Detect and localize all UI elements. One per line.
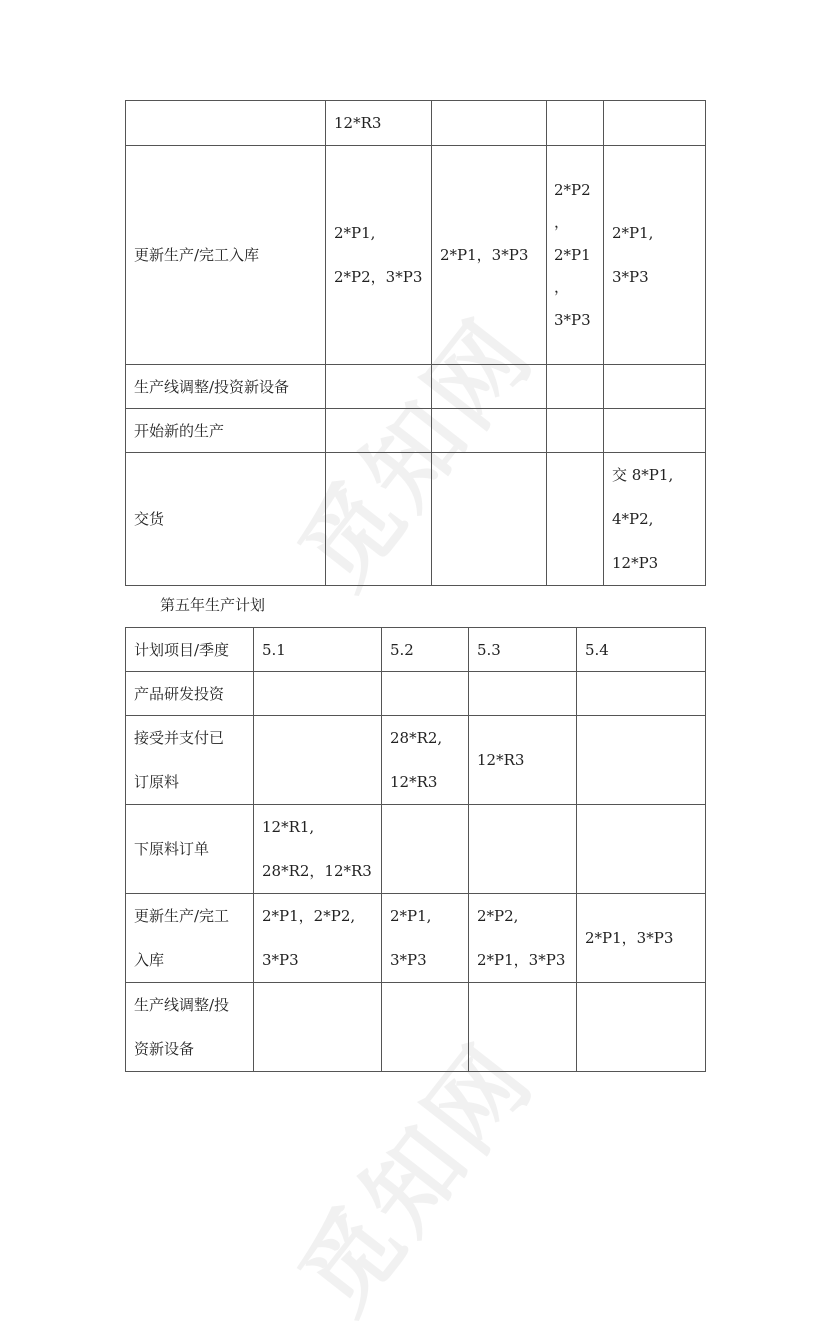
table-row — [126, 894, 706, 983]
cell — [547, 409, 604, 453]
cell — [432, 453, 547, 586]
watermark: 觅知网 — [278, 1023, 556, 1334]
cell — [547, 365, 604, 409]
row-label — [126, 101, 326, 146]
row-label: 开始新的生产 — [126, 409, 326, 453]
cell: 12*R3 — [469, 716, 577, 805]
cell: 2*P1，2*P2, 3*P3 — [254, 894, 382, 983]
table-row — [126, 983, 706, 1072]
cell — [382, 805, 469, 894]
cell — [254, 672, 382, 716]
cell — [254, 983, 382, 1072]
production-plan-table-year5 — [125, 627, 706, 1072]
cell: 28*R2, 12*R3 — [382, 716, 469, 805]
row-label: 更新生产/完工入库 — [126, 146, 326, 365]
row-label: 下原料订单 — [126, 805, 254, 894]
table-row — [126, 453, 706, 586]
cell: 2*P1，3*P3 — [432, 146, 547, 365]
cell — [432, 409, 547, 453]
cell: 12*R3 — [326, 101, 432, 146]
cell — [469, 672, 577, 716]
cell — [604, 409, 706, 453]
row-label: 交货 — [126, 453, 326, 586]
cell: 2*P1，3*P3 — [577, 894, 706, 983]
cell: 2*P1, 3*P3 — [382, 894, 469, 983]
section-title: 第五年生产计划 — [160, 596, 266, 614]
cell: 2*P1, 2*P2，3*P3 — [326, 146, 432, 365]
row-label: 接受并支付已 订原料 — [126, 716, 254, 805]
row-label: 更新生产/完工 入库 — [126, 894, 254, 983]
cell — [432, 365, 547, 409]
cell — [469, 805, 577, 894]
cell — [577, 805, 706, 894]
table-row — [126, 365, 706, 409]
cell: 交 8*P1, 4*P2, 12*P3 — [604, 453, 706, 586]
production-plan-table-year4 — [125, 100, 706, 586]
table-row — [126, 146, 706, 365]
cell — [604, 101, 706, 146]
cell — [382, 672, 469, 716]
header-cell: 5.1 — [254, 628, 382, 672]
header-cell: 5.3 — [469, 628, 577, 672]
table-row — [126, 101, 706, 146]
row-label: 生产线调整/投 资新设备 — [126, 983, 254, 1072]
table-row — [126, 672, 706, 716]
table-row — [126, 716, 706, 805]
cell — [326, 409, 432, 453]
cell: 12*R1, 28*R2，12*R3 — [254, 805, 382, 894]
header-cell: 5.2 — [382, 628, 469, 672]
row-label: 产品研发投资 — [126, 672, 254, 716]
header-cell: 5.4 — [577, 628, 706, 672]
cell — [577, 983, 706, 1072]
cell — [326, 365, 432, 409]
cell — [326, 453, 432, 586]
header-label: 计划项目/季度 — [126, 628, 254, 672]
cell: 2*P2, 2*P1，3*P3 — [469, 894, 577, 983]
cell — [604, 365, 706, 409]
cell: 2*P1, 3*P3 — [604, 146, 706, 365]
cell: 2*P2 ， 2*P1 ， 3*P3 — [547, 146, 604, 365]
row-label: 生产线调整/投资新设备 — [126, 365, 326, 409]
table-row — [126, 409, 706, 453]
watermark: 觅知网 — [278, 298, 556, 609]
table-header-row — [126, 628, 706, 672]
cell — [254, 716, 382, 805]
cell — [469, 983, 577, 1072]
cell — [577, 672, 706, 716]
cell — [547, 453, 604, 586]
table-row — [126, 805, 706, 894]
cell — [432, 101, 547, 146]
cell — [577, 716, 706, 805]
cell — [382, 983, 469, 1072]
cell — [547, 101, 604, 146]
